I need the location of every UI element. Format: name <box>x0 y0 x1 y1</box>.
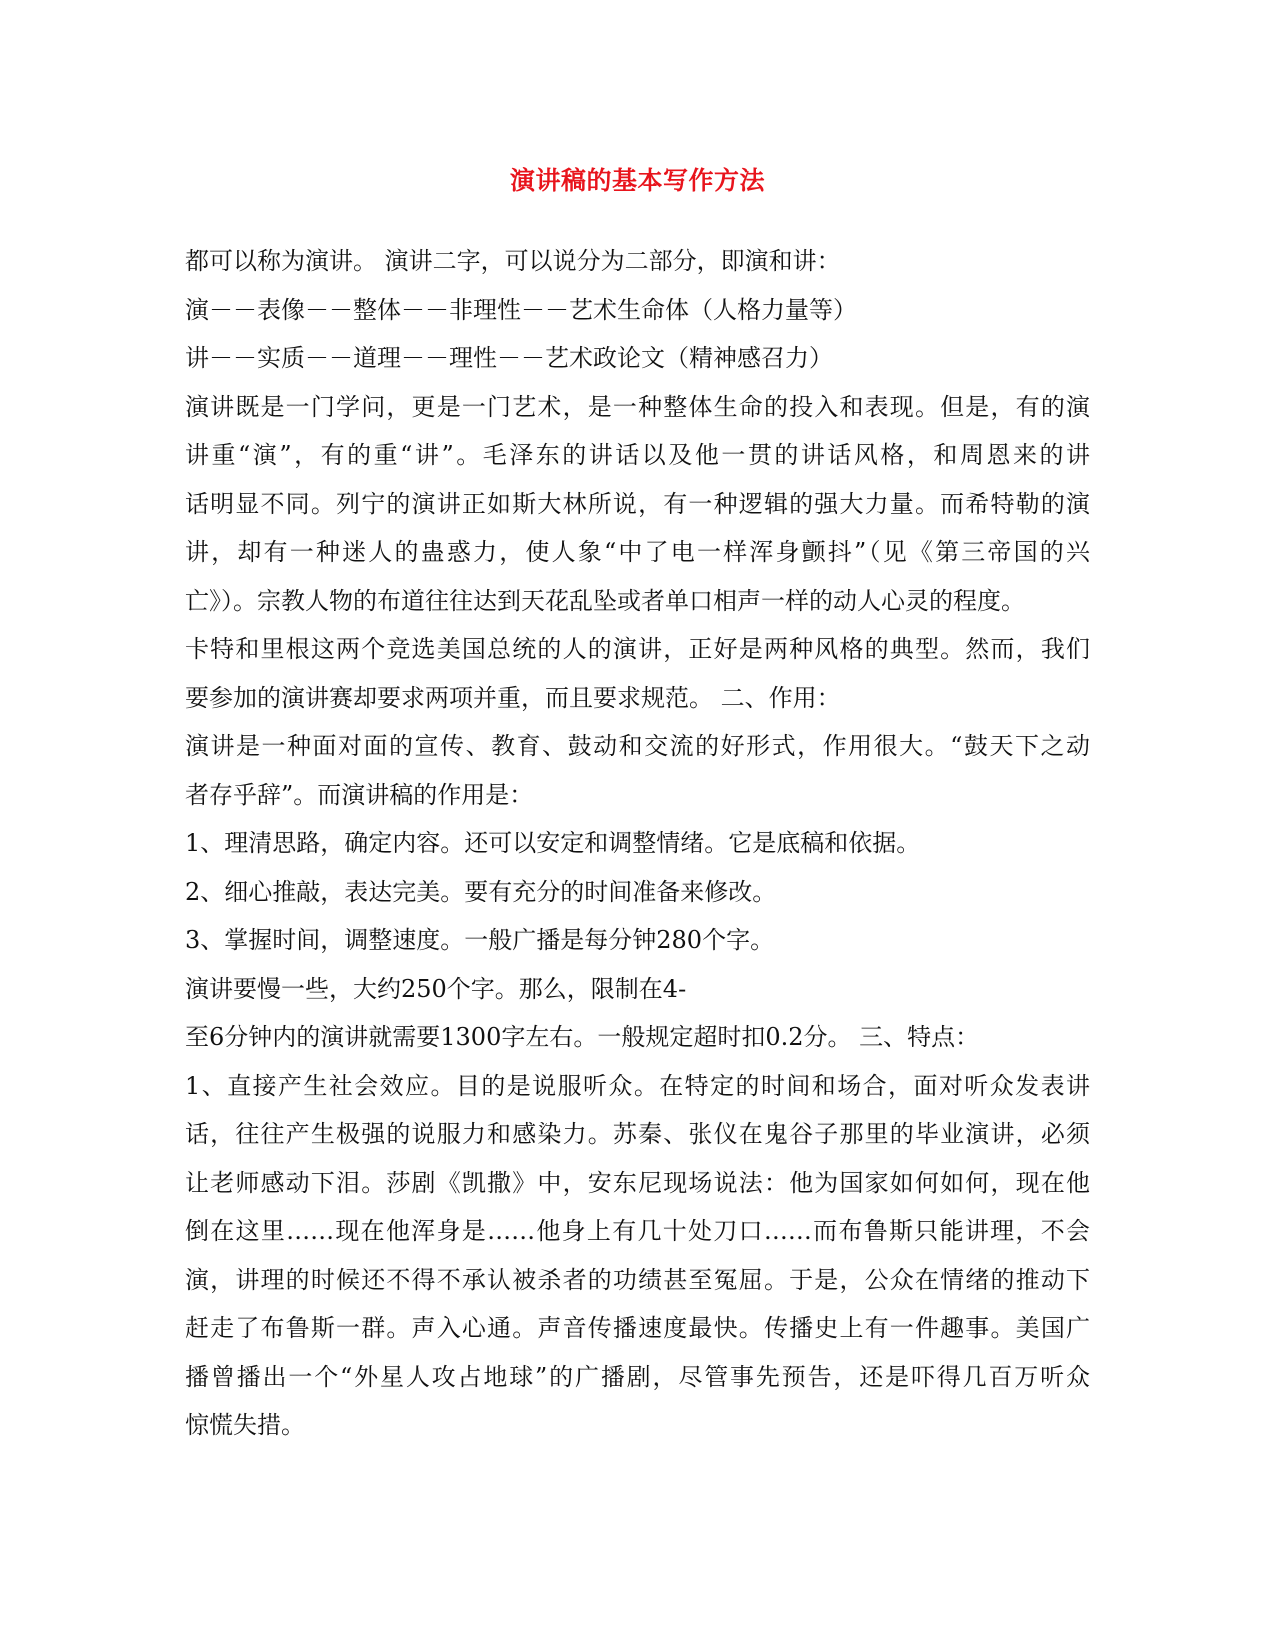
text-line: 演－－表像－－整体－－非理性－－艺术生命体（人格力量等） <box>185 295 857 324</box>
document-body <box>185 237 1090 1450</box>
text-line: 都可以称为演讲。 演讲二字，可以说分为二部分，即演和讲： <box>185 247 841 275</box>
text-line: 让老师感动下泪。莎剧《凯撒》中，安东尼现场说法：他为国家如何如何，现在他 <box>185 1168 1090 1197</box>
text-line: 1、直接产生社会效应。目的是说服听众。在特定的时间和场合，面对听众发表讲 <box>185 1071 1090 1100</box>
text-line: 演讲是一种面对面的宣传、教育、鼓动和交流的好形式，作用很大。“鼓天下之动 <box>185 732 1090 760</box>
text-line: 赶走了布鲁斯一群。声入心通。声音传播速度最快。传播史上有一件趣事。美国广 <box>185 1314 1090 1342</box>
text-line: 话明显不同。列宁的演讲正如斯大林所说，有一种逻辑的强大力量。而希特勒的演 <box>185 489 1090 518</box>
text-line: 倒在这里……现在他浑身是……他身上有几十处刀口……而布鲁斯只能讲理，不会 <box>185 1217 1090 1245</box>
text-line: 至6分钟内的演讲就需要1300字左右。一般规定超时扣0.2分。 三、特点： <box>185 1023 980 1051</box>
text-line: 话，往往产生极强的说服力和感染力。苏秦、张仪在鬼谷子那里的毕业演讲，必须 <box>185 1120 1090 1148</box>
text-line: 讲－－实质－－道理－－理性－－艺术政论文（精神感召力） <box>185 344 833 372</box>
text-line: 亡》）。宗教人物的布道往往达到天花乱坠或者单口相声一样的动人心灵的程度。 <box>185 586 1025 615</box>
text-line: 1、理清思路，确定内容。还可以安定和调整情绪。它是底稿和依据。 <box>185 829 921 857</box>
text-line: 惊慌失措。 <box>185 1411 305 1439</box>
text-line: 者存乎辞”。而演讲稿的作用是： <box>185 780 534 809</box>
text-line: 要参加的演讲赛却要求两项并重，而且要求规范。 二、作用： <box>185 683 841 712</box>
text-line: 卡特和里根这两个竞选美国总统的人的演讲，正好是两种风格的典型。然而，我们 <box>185 635 1090 663</box>
document-title: 演讲稿的基本写作方法 <box>509 166 765 195</box>
text-line: 演讲要慢一些，大约250个字。那么，限制在4- <box>185 974 687 1003</box>
text-line: 讲重“演”，有的重“讲”。毛泽东的讲话以及他一贯的讲话风格，和周恩来的讲 <box>185 441 1090 469</box>
text-line: 讲，却有一种迷人的蛊惑力，使人象“中了电一样浑身颤抖”（见《第三帝国的兴 <box>185 538 1090 566</box>
text-line: 3、掌握时间，调整速度。一般广播是每分钟280个字。 <box>185 926 775 954</box>
text-line: 演讲既是一门学问，更是一门艺术，是一种整体生命的投入和表现。但是，有的演 <box>185 392 1090 421</box>
text-line: 播曾播出一个“外星人攻占地球”的广播剧，尽管事先预告，还是吓得几百万听众 <box>185 1362 1090 1391</box>
text-line: 2、细心推敲，表达完美。要有充分的时间准备来修改。 <box>185 877 777 906</box>
text-line: 演，讲理的时候还不得不承认被杀者的功绩甚至冤屈。于是，公众在情绪的推动下 <box>185 1265 1090 1294</box>
